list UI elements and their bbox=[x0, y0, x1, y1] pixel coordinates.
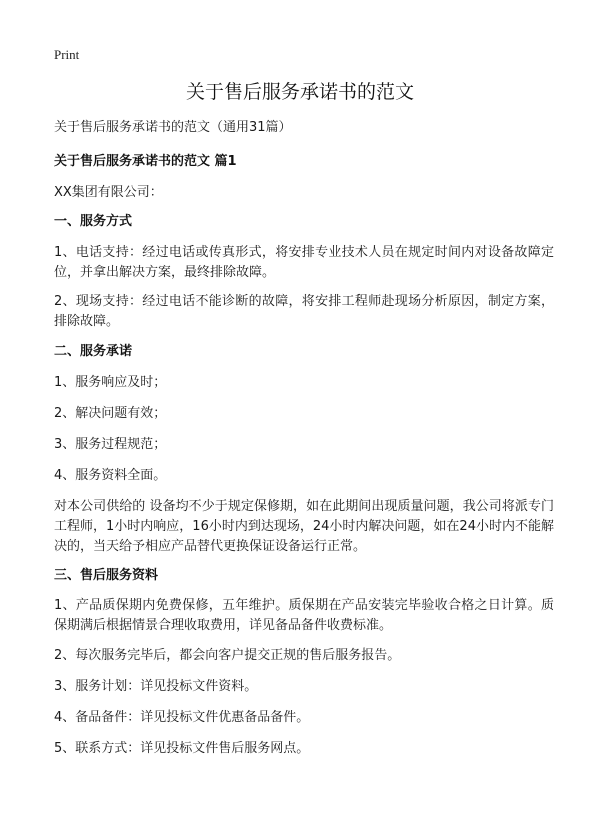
list-item: 1、服务响应及时； bbox=[54, 375, 167, 390]
article-heading: 关于售后服务承诺书的范文 篇1 bbox=[54, 154, 237, 169]
document-title: 关于售后服务承诺书的范文 bbox=[185, 81, 414, 103]
paragraph-onsite-support: 2、现场支持：经过电话不能诊断的故障，将安排工程师赴现场分析原因，制定方案，排除故障。 bbox=[54, 294, 554, 329]
paragraph-contact-info: 5、联系方式：详见投标文件售后服务网点。 bbox=[54, 741, 310, 756]
section-heading-service-method: 一、服务方式 bbox=[54, 214, 133, 229]
paragraph-phone-support: 1、电话支持：经过电话或传真形式，将安排专业技术人员在规定时间内对设备故障定位，并拿出解决方案，最终排除故障。 bbox=[54, 245, 554, 280]
paragraph-warranty-commitment: 对本公司供给的 设备均不少于规定保修期，如在此期间出现质量问题，我公司将派专门工程师，1小时内响应，16小时内到达现场，24小时内解决问题，如在24小时内不能解决的，当天给予相应产品替代更换保证设备运行正常。 bbox=[54, 499, 554, 554]
paragraph-service-plan: 3、服务计划：详见投标文件资料。 bbox=[54, 679, 258, 694]
recipient-line: XX集团有限公司： bbox=[54, 185, 163, 200]
paragraph-warranty-period: 1、产品质保期内免费保修，五年维护。质保期在产品安装完毕验收合格之日计算。质保期满后根据情景合理收取费用，详见备品备件收费标准。 bbox=[54, 598, 554, 633]
document-subtitle: 关于售后服务承诺书的范文（通用31篇） bbox=[54, 120, 292, 135]
section-heading-service-commitment: 二、服务承诺 bbox=[54, 344, 133, 359]
list-item: 4、服务资料全面。 bbox=[54, 468, 167, 483]
paragraph-spare-parts: 4、备品备件：详见投标文件优惠备品备件。 bbox=[54, 710, 310, 725]
list-item: 2、解决问题有效； bbox=[54, 406, 167, 421]
section-heading-after-sales-info: 三、售后服务资料 bbox=[54, 568, 159, 583]
list-item: 3、服务过程规范； bbox=[54, 437, 167, 452]
print-label: Print bbox=[54, 47, 80, 62]
paragraph-service-report: 2、每次服务完毕后，都会向客户提交正规的售后服务报告。 bbox=[54, 648, 401, 663]
